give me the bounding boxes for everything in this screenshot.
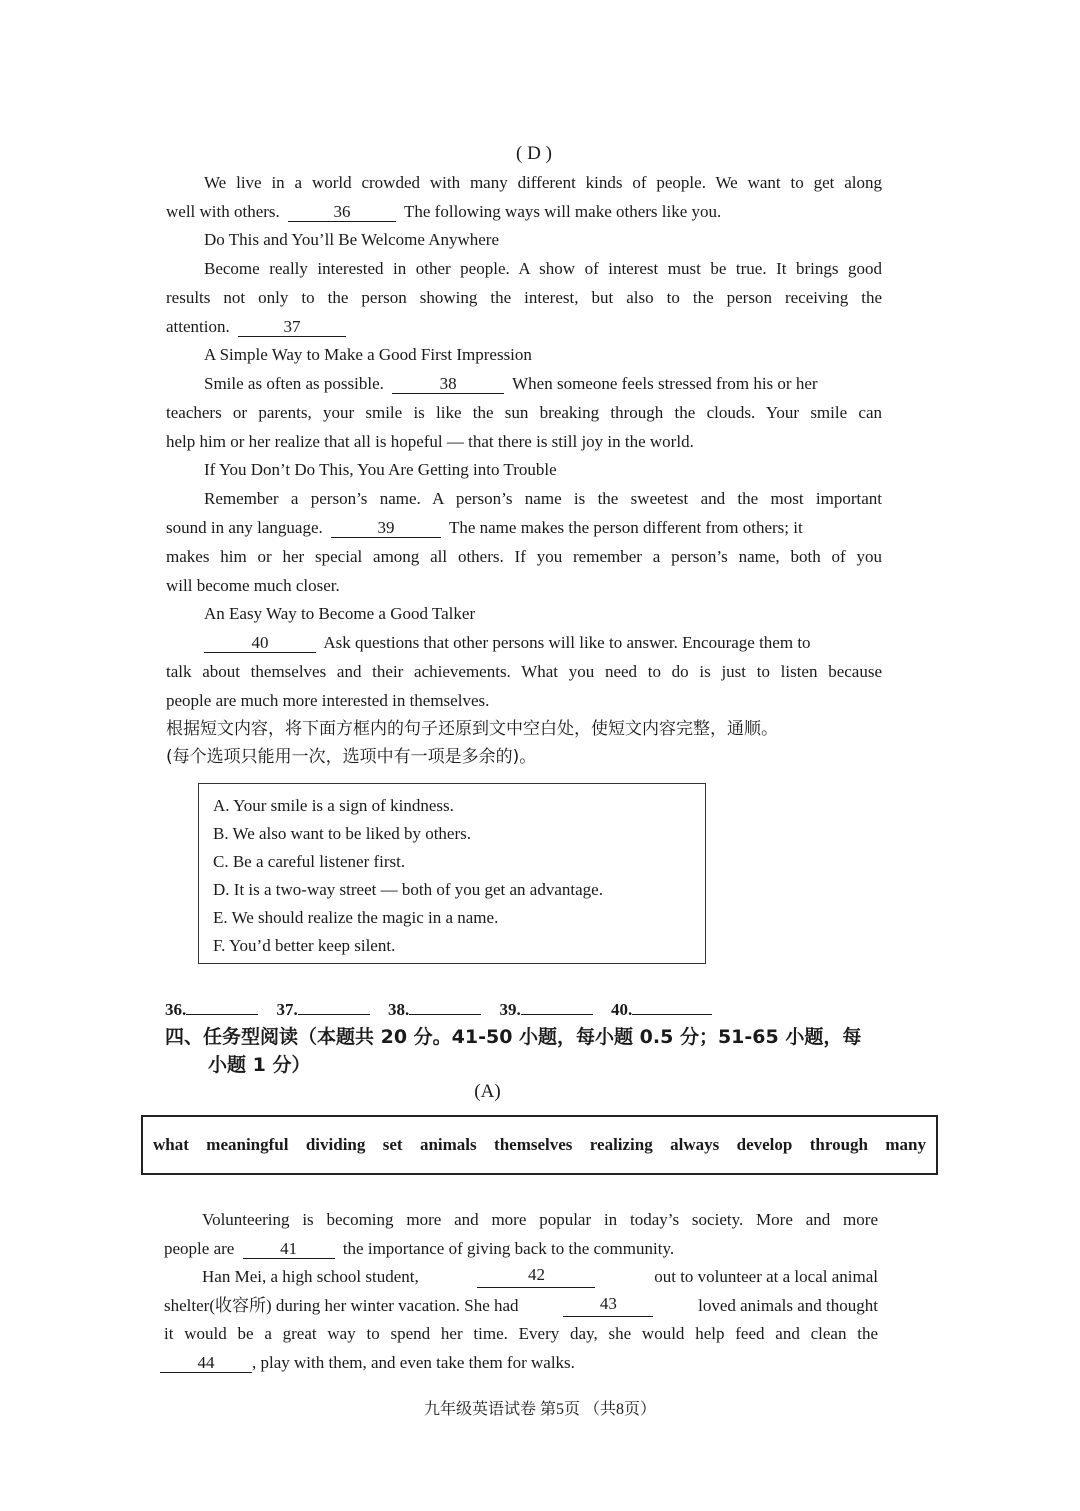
word-bank-item: meaningful	[206, 1135, 289, 1154]
answer-blank-40[interactable]	[632, 998, 712, 1015]
section-4-title-cont: 小题 1 分）	[208, 1054, 311, 1076]
passage-line: Remember a person’s name. A person’s name is the sweetest and the most important	[204, 489, 882, 508]
line-text: sound in any language.	[166, 518, 323, 537]
line-text: people are	[164, 1239, 235, 1258]
blank-42[interactable]: 42	[477, 1266, 595, 1288]
passage-line-blank-41	[164, 1238, 674, 1260]
instruction-line: (每个选项只能用一次，选项中有一项是多余的)。	[166, 747, 537, 767]
answer-label: 37.	[276, 1000, 298, 1019]
line-text: Han Mei, a high school student,	[202, 1267, 419, 1286]
passage-line-blank-44	[160, 1352, 575, 1374]
line-text: the importance of giving back to the community.	[342, 1239, 675, 1258]
answer-blank-37[interactable]	[298, 998, 370, 1015]
passage-line: Volunteering is becoming more and more popular in today’s society. More and more	[202, 1210, 878, 1229]
passage-line: teachers or parents, your smile is like the sun breaking through the clouds. Your smile can	[166, 403, 882, 422]
blank-40[interactable]: 40	[204, 634, 316, 653]
word-bank-item: realizing	[589, 1135, 653, 1154]
passage-line-blank-36	[166, 201, 721, 223]
blank-37[interactable]: 37	[238, 318, 346, 337]
passage-line: results not only to the person showing the interest, but also to the person receiving the	[166, 288, 882, 307]
option-e: E. We should realize the magic in a name.	[213, 908, 499, 927]
passage-line: We live in a world crowded with many different kinds of people. We want to get along	[204, 173, 882, 192]
word-bank-item: develop	[736, 1135, 793, 1154]
line-text: out to volunteer at a local animal	[654, 1267, 878, 1286]
answer-row	[165, 998, 726, 1020]
answer-label: 36.	[165, 1000, 187, 1019]
line-text: The following ways will make others like you.	[404, 202, 722, 221]
line-text: Ask questions that other persons will like to answer. Encourage them to	[323, 633, 811, 652]
blank-39[interactable]: 39	[331, 519, 441, 538]
answer-blank-36[interactable]	[186, 998, 258, 1015]
blank-41[interactable]: 41	[243, 1240, 335, 1259]
word-bank-item: always	[670, 1135, 720, 1154]
subheading: An Easy Way to Become a Good Talker	[204, 604, 476, 623]
word-bank-item: many	[885, 1135, 926, 1154]
line-text: attention.	[166, 317, 230, 336]
word-bank-item: set	[382, 1135, 403, 1154]
passage-line-blank-38	[204, 373, 818, 395]
answer-label: 40.	[611, 1000, 633, 1019]
word-bank-item: what	[153, 1135, 189, 1154]
line-text: well with others.	[166, 202, 280, 221]
passage-line-blank-37	[166, 316, 350, 338]
passage-line: will become much closer.	[166, 576, 340, 595]
blank-43[interactable]: 43	[563, 1295, 653, 1317]
line-text: When someone feels stressed from his or her	[512, 374, 818, 393]
answer-label: 39.	[499, 1000, 521, 1019]
passage-line: makes him or her special among all others. If you remember a person’s name, both of you	[166, 547, 882, 566]
subheading: A Simple Way to Make a Good First Impression	[204, 345, 532, 364]
passage-line-blank-43	[164, 1295, 878, 1317]
line-text: shelter(收容所) during her winter vacation. She had	[164, 1296, 519, 1315]
option-f: F. You’d better keep silent.	[213, 936, 396, 955]
passage-line-blank-42	[202, 1266, 878, 1288]
line-text: The name makes the person different from others; it	[448, 518, 803, 537]
option-b: B. We also want to be liked by others.	[213, 824, 471, 843]
passage-line: people are much more interested in themselves.	[166, 691, 490, 710]
passage-line-blank-40	[200, 632, 811, 654]
options-box	[198, 783, 706, 964]
page-footer: 九年级英语试卷 第5页 （共8页）	[423, 1401, 656, 1418]
option-c: C. Be a careful listener first.	[213, 852, 406, 871]
blank-44[interactable]: 44	[160, 1354, 252, 1373]
passage-line: it would be a great way to spend her time. Every day, she would help feed and clean the	[164, 1324, 878, 1343]
answer-blank-39[interactable]	[521, 998, 593, 1015]
instruction-line: 根据短文内容，将下面方框内的句子还原到文中空白处，使短文内容完整，通顺。	[166, 719, 778, 739]
section-a-title: (A)	[474, 1081, 501, 1102]
word-bank-item: themselves	[494, 1135, 573, 1154]
answer-label: 38.	[388, 1000, 410, 1019]
passage-line: Become really interested in other people. A show of interest must be true. It brings good	[204, 259, 882, 278]
passage-line-blank-39	[166, 517, 803, 539]
blank-36[interactable]: 36	[288, 203, 396, 222]
blank-38[interactable]: 38	[392, 375, 504, 394]
option-a: A. Your smile is a sign of kindness.	[213, 796, 454, 815]
word-bank-item: through	[809, 1135, 868, 1154]
word-bank	[141, 1115, 938, 1175]
subheading: If You Don’t Do This, You Are Getting into Trouble	[204, 460, 557, 479]
word-bank-item: dividing	[305, 1135, 366, 1154]
section-d-title: ( D )	[516, 143, 552, 164]
answer-blank-38[interactable]	[409, 998, 481, 1015]
passage-line: talk about themselves and their achievements. What you need to do is just to listen because	[166, 662, 882, 681]
option-d: D. It is a two-way street — both of you get an advantage.	[213, 880, 603, 899]
line-text: Smile as often as possible.	[204, 374, 384, 393]
line-text: loved animals and thought	[698, 1296, 878, 1315]
subheading: Do This and You’ll Be Welcome Anywhere	[204, 230, 500, 249]
section-4-title: 四、任务型阅读（本题共 20 分。41-50 小题，每小题 0.5 分；51-65 小题，每	[165, 1026, 862, 1048]
word-bank-item: animals	[419, 1135, 477, 1154]
passage-line: help him or her realize that all is hopeful — that there is still joy in the world.	[166, 432, 694, 451]
line-text: , play with them, and even take them for walks.	[252, 1353, 575, 1372]
